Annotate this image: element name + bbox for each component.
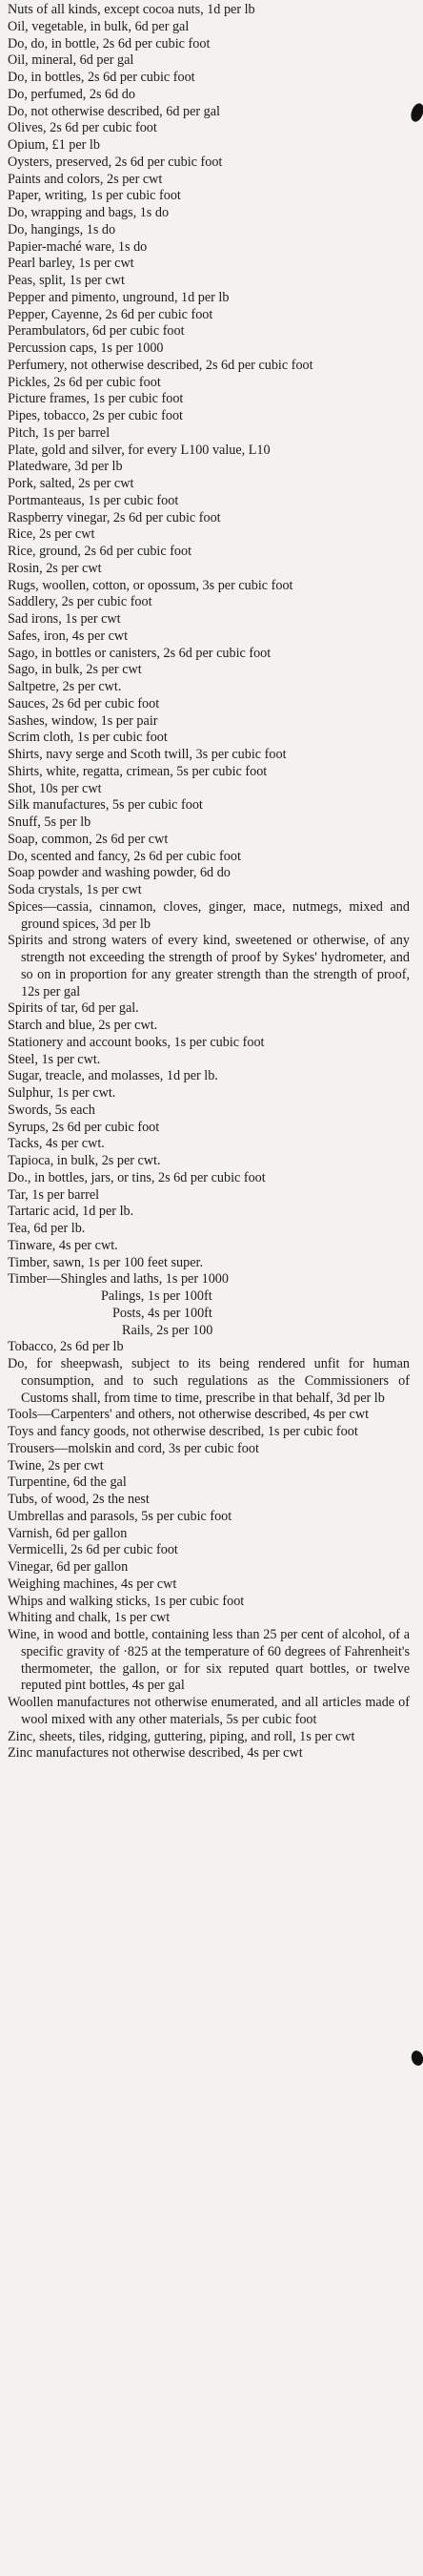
tariff-entry: Pepper and pimento, unground, 1d per lb xyxy=(8,289,230,305)
tariff-entry: Pitch, 1s per barrel xyxy=(8,424,111,441)
tariff-entry: Shirts, white, regatta, crimean, 5s per cubic foot xyxy=(8,763,268,779)
tariff-entry: Sugar, treacle, and molasses, 1d per lb. xyxy=(8,1068,218,1084)
tariff-entry: Perambulators, 6d per cubic foot xyxy=(8,323,185,340)
tariff-entry: Tools—Carpenters' and others, not otherwise described, 4s per cwt xyxy=(8,1407,370,1423)
tariff-entry: Woollen manufactures not otherwise enumerated, and all articles made of wool mixed with any other materials, 5s per cubic foot xyxy=(8,1695,410,1727)
tariff-entry: Soap powder and washing powder, 6d do xyxy=(8,865,231,881)
tariff-entry: Snuff, 5s per lb xyxy=(8,814,91,830)
tariff-entry: Toys and fancy goods, not otherwise described, 1s per cubic foot xyxy=(8,1424,358,1439)
tariff-entry: Tapioca, in bulk, 2s per cwt. xyxy=(8,1153,161,1168)
tariff-entry: Safes, iron, 4s per cwt xyxy=(8,628,129,644)
tariff-entry: Syrups, 2s 6d per cubic foot xyxy=(8,1119,160,1135)
tariff-entry: Spices—cassia, cinnamon, cloves, ginger, mace, nutmegs, mixed and ground spices, 3d per lb xyxy=(8,898,410,932)
tariff-entry: Shirts, navy serge and Scoth twill, 3s per cubic foot xyxy=(8,747,287,762)
tariff-entry: Sauces, 2s 6d per cubic foot xyxy=(8,695,160,711)
tariff-entry: Tobacco, 2s 6d per lb xyxy=(8,1339,124,1355)
tariff-entry: Palings, 1s per 100ft xyxy=(101,1288,212,1304)
tariff-entry: Olives, 2s 6d per cubic foot xyxy=(8,120,157,136)
tariff-entry: Oil, mineral, 6d per gal xyxy=(8,52,134,69)
tariff-entry: Saddlery, 2s per cubic foot xyxy=(8,594,152,610)
tariff-entry: Sago, in bulk, 2s per cwt xyxy=(8,662,142,678)
tariff-entry: Vermicelli, 2s 6d per cubic foot xyxy=(8,1542,178,1558)
tariff-entry: Plate, gold and silver, for every L100 value, L10 xyxy=(8,442,271,458)
tariff-entry: Oysters, preserved, 2s 6d per cubic foot xyxy=(8,154,223,170)
tariff-entry: Peas, split, 1s per cwt xyxy=(8,273,125,288)
tariff-entry: Whiting and chalk, 1s per cwt xyxy=(8,1610,171,1626)
tariff-entry: Do, not otherwise described, 6d per gal xyxy=(8,103,220,119)
tariff-entry: Rice, ground, 2s 6d per cubic foot xyxy=(8,544,192,559)
tariff-entry: Turpentine, 6d the gal xyxy=(8,1474,127,1491)
tariff-entry: Do, wrapping and bags, 1s do xyxy=(8,205,170,220)
tariff-entry: Nuts of all kinds, except cocoa nuts, 1d per lb xyxy=(8,2,255,17)
tariff-entry: Silk manufactures, 5s per cubic foot xyxy=(8,797,203,814)
tariff-entry: Soda crystals, 1s per cwt xyxy=(8,882,142,897)
tariff-entry: Do, in bottles, 2s 6d per cubic foot xyxy=(8,70,195,85)
tariff-entry: Twine, 2s per cwt xyxy=(8,1457,104,1473)
tariff-entry: Do, for sheepwash, subject to its being rendered unfit for human consumption, and to such regulations as the Commissioners of Customs shall, from time to time, prescribe in that behalf, 3d per lb xyxy=(8,1356,410,1406)
tariff-entry: Starch and blue, 2s per cwt. xyxy=(8,1018,158,1033)
tariff-entry: Vinegar, 6d per gallon xyxy=(8,1559,129,1575)
tariff-entry: Spirits of tar, 6d per gal. xyxy=(8,1000,139,1017)
tariff-entry: Papier-maché ware, 1s do xyxy=(8,238,148,255)
tariff-entry: Timber—Shingles and laths, 1s per 1000 xyxy=(8,1271,229,1288)
tariff-entry: Tartaric acid, 1d per lb. xyxy=(8,1204,134,1220)
tariff-entry: Zinc manufactures not otherwise described, 4s per cwt xyxy=(8,1745,303,1762)
tariff-entry: Pork, salted, 2s per cwt xyxy=(8,476,134,491)
tariff-entry: Do, do, in bottle, 2s 6d per cubic foot xyxy=(8,35,211,52)
tariff-entry: Umbrellas and parasols, 5s per cubic foot xyxy=(8,1508,232,1524)
tariff-entry: Varnish, 6d per gallon xyxy=(8,1525,128,1541)
tariff-entry: Trousers—molskin and cord, 3s per cubic foot xyxy=(8,1440,259,1456)
tariff-entry: Posts, 4s per 100ft xyxy=(112,1305,212,1321)
tariff-entry: Pearl barley, 1s per cwt xyxy=(8,256,134,272)
tariff-entry: Do, hangings, 1s do xyxy=(8,221,116,237)
tariff-entry: Opium, £1 per lb xyxy=(8,137,100,153)
tariff-entry: Spirits and strong waters of every kind, sweetened or otherwise, of any strength not exceeding the strength of proof by Sykes' hydrometer, and so on in proportion for any greater strength than the strength of proof, 12s per gal xyxy=(8,933,410,999)
tariff-entry: Shot, 10s per cwt xyxy=(8,780,102,796)
tariff-entry: Tinware, 4s per cwt. xyxy=(8,1237,118,1253)
tariff-entry: Weighing machines, 4s per cwt xyxy=(8,1576,177,1592)
tariff-entry: Rails, 2s per 100 xyxy=(122,1322,213,1338)
tariff-entry: Steel, 1s per cwt. xyxy=(8,1051,101,1067)
tariff-entry: Zinc, sheets, tiles, ridging, guttering, piping, and roll, 1s per cwt xyxy=(8,1728,355,1744)
tariff-entry: Scrim cloth, 1s per cubic foot xyxy=(8,730,168,746)
tariff-entry: Pickles, 2s 6d per cubic foot xyxy=(8,374,161,390)
tariff-entry: Pepper, Cayenne, 2s 6d per cubic foot xyxy=(8,306,213,322)
tariff-entry: Do, perfumed, 2s 6d do xyxy=(8,86,135,102)
tariff-entry: Tacks, 4s per cwt. xyxy=(8,1136,105,1152)
tariff-entry: Tea, 6d per lb. xyxy=(8,1221,86,1236)
tariff-entry: Paints and colors, 2s per cwt xyxy=(8,171,163,187)
tariff-entry: Whips and walking sticks, 1s per cubic foot xyxy=(8,1593,245,1609)
tariff-entry: Picture frames, 1s per cubic foot xyxy=(8,391,184,407)
tariff-entry: Percussion caps, 1s per 1000 xyxy=(8,340,164,356)
tariff-entry: Portmanteaus, 1s per cubic foot xyxy=(8,492,179,508)
tariff-entry: Raspberry vinegar, 2s 6d per cubic foot xyxy=(8,509,221,526)
tariff-entry: Stationery and account books, 1s per cubic foot xyxy=(8,1034,265,1050)
tariff-entry: Platedware, 3d per lb xyxy=(8,459,123,475)
tariff-entry: Paper, writing, 1s per cubic foot xyxy=(8,188,181,204)
tariff-entry: Rosin, 2s per cwt xyxy=(8,560,102,576)
tariff-entry: Tubs, of wood, 2s the nest xyxy=(8,1492,150,1507)
tariff-entry: Pipes, tobacco, 2s per cubic foot xyxy=(8,408,183,423)
tariff-entry: Timber, sawn, 1s per 100 feet super. xyxy=(8,1254,203,1270)
tariff-entry: Sago, in bottles or canisters, 2s 6d per cubic foot xyxy=(8,645,272,661)
tariff-entry: Rice, 2s per cwt xyxy=(8,526,95,543)
tariff-entry: Rugs, woollen, cotton, or opossum, 3s per cubic foot xyxy=(8,577,293,593)
tariff-entry: Tar, 1s per barrel xyxy=(8,1186,100,1203)
tariff-entry: Wine, in wood and bottle, containing less than 25 per cent of alcohol, of a specific gravity of ·825 at the temperature of 60 degrees of Fahrenheit's thermometer, the gallon, or for six reputed quart bottles, or twelve reputed pint bottles, 4s per gal xyxy=(8,1627,410,1694)
tariff-entry: Soap, common, 2s 6d per cwt xyxy=(8,831,169,847)
tariff-entry: Sashes, window, 1s per pair xyxy=(8,712,158,729)
tariff-entry: Sulphur, 1s per cwt. xyxy=(8,1085,116,1101)
tariff-entry: Saltpetre, 2s per cwt. xyxy=(8,679,122,694)
tariff-entry: Do., in bottles, jars, or tins, 2s 6d per cubic foot xyxy=(8,1169,266,1185)
tariff-entry: Sad irons, 1s per cwt xyxy=(8,611,121,627)
tariff-entry: Oil, vegetable, in bulk, 6d per gal xyxy=(8,18,190,34)
tariff-entry: Do, scented and fancy, 2s 6d per cubic foot xyxy=(8,848,241,864)
tariff-entry: Swords, 5s each xyxy=(8,1102,95,1118)
tariff-entry: Perfumery, not otherwise described, 2s 6d per cubic foot xyxy=(8,357,313,373)
